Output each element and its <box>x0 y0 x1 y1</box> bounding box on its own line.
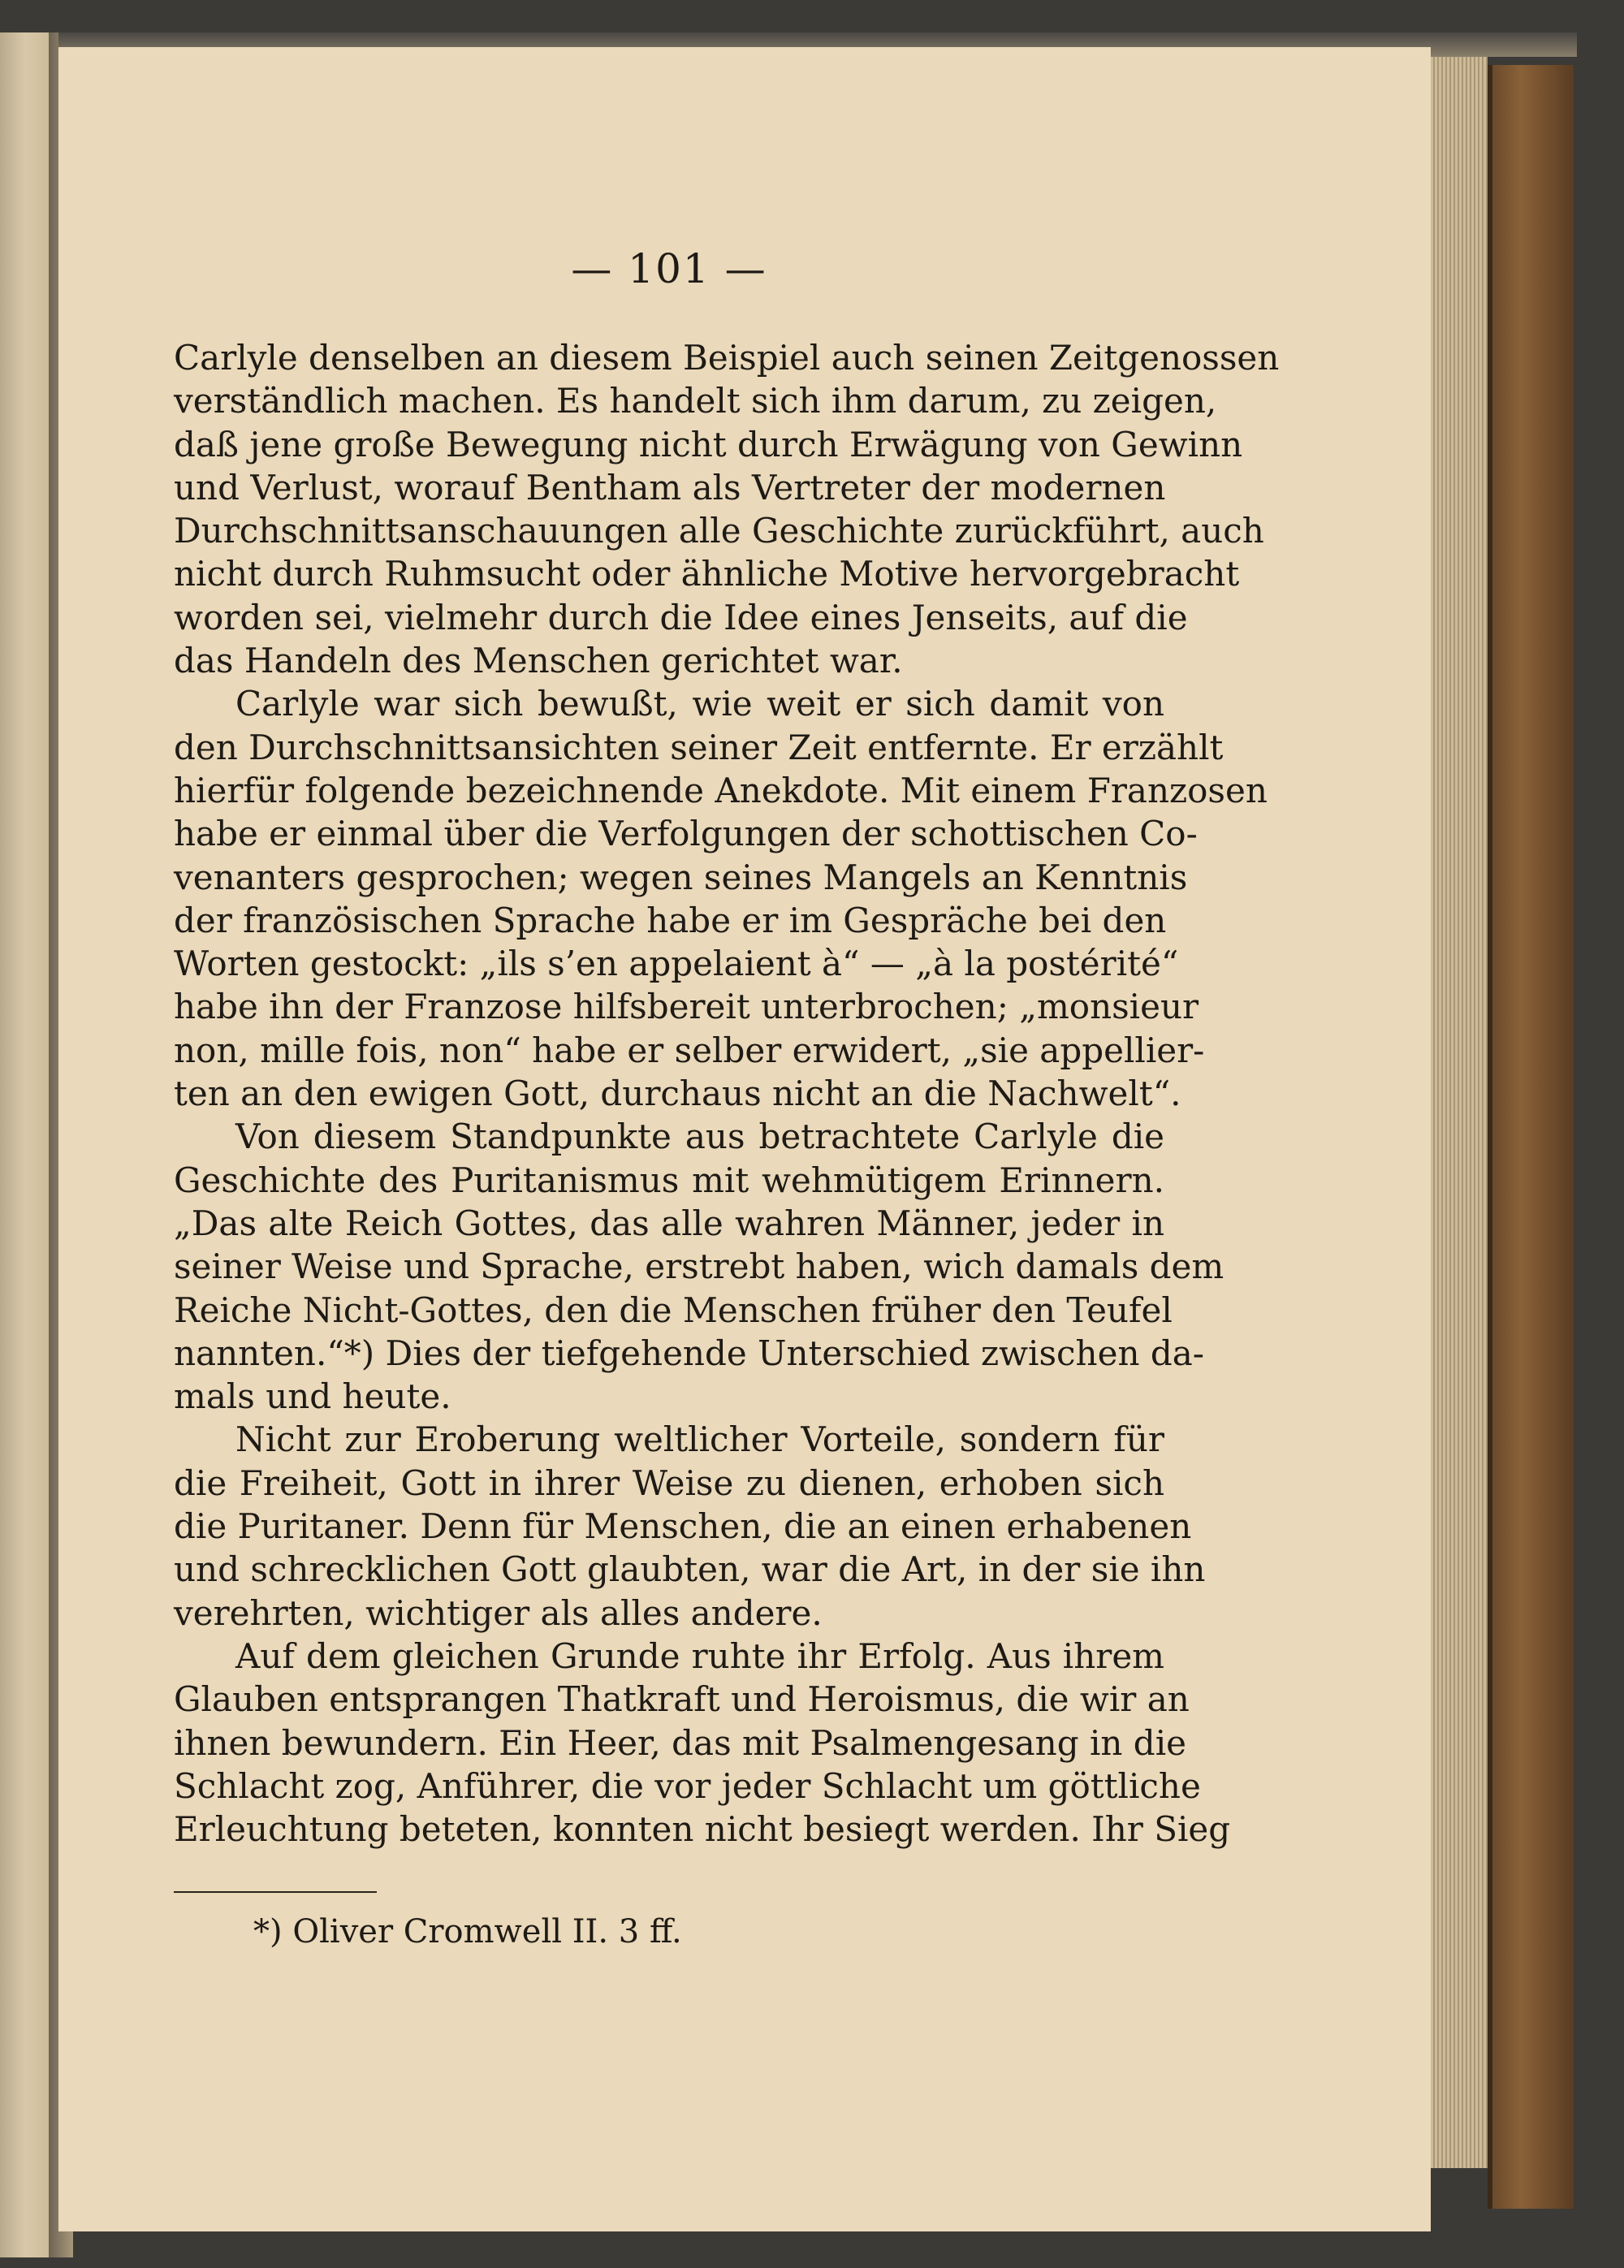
page-stack-edges <box>1431 57 1488 2168</box>
text-line: nannten.“*) Dies der tiefgehende Unterschied zwischen da- <box>174 1333 1204 1373</box>
text-line: Durchschnittsanschauungen alle Geschichte zurückführt, auch <box>174 511 1264 551</box>
text-line: der französischen Sprache habe er im Gespräche bei den <box>174 900 1167 940</box>
text-line: die Freiheit, Gott in ihrer Weise zu dienen, erhoben sich <box>174 1462 1164 1503</box>
text-line: Schlacht zog, Anführer, die vor jeder Schlacht um göttliche <box>174 1765 1201 1806</box>
text-line: hierfür folgende bezeichnende Anekdote. Mit einem Franzosen <box>174 770 1268 810</box>
text-line: nicht durch Ruhmsucht oder ähnliche Motive hervorgebracht <box>174 554 1240 594</box>
paragraph <box>174 336 1280 682</box>
text-line: Auf dem gleichen Grunde ruhte ihr Erfolg. Aus ihrem <box>235 1635 1164 1676</box>
text-line: Reiche Nicht-Gottes, den die Menschen früher den Teufel <box>174 1290 1173 1330</box>
text-line: Carlyle denselben an diesem Beispiel auch seinen Zeitgenossen <box>174 338 1280 378</box>
text-line: ten an den ewigen Gott, durchaus nicht an die Nachwelt“. <box>174 1074 1181 1114</box>
text-line: verehrten, wichtiger als alles andere. <box>174 1592 823 1633</box>
body-text <box>174 336 1280 1851</box>
text-line: Worten gestockt: „ils s’en appelaient à“ — „à la postérité“ <box>174 944 1179 984</box>
text-line: die Puritaner. Denn für Menschen, die an einen erhabenen <box>174 1506 1192 1547</box>
text-line: worden sei, vielmehr durch die Idee eines Jenseits, auf die <box>174 597 1188 637</box>
book-cover-edge <box>1488 65 1574 2209</box>
text-line: non, mille fois, non“ habe er selber erwidert, „sie appellier- <box>174 1030 1205 1070</box>
paragraph <box>174 1635 1231 1851</box>
paragraph <box>174 1115 1224 1418</box>
text-line: ihnen bewundern. Ein Heer, das mit Psalmengesang in die <box>174 1722 1186 1763</box>
text-line: daß jene große Bewegung nicht durch Erwägung von Gewinn <box>174 424 1243 464</box>
text-line: verständlich machen. Es handelt sich ihm darum, zu zeigen, <box>174 381 1217 421</box>
paragraph <box>174 682 1268 1115</box>
text-line: Erleuchtung beteten, konnten nicht besiegt werden. Ihr Sieg <box>174 1809 1231 1850</box>
text-line: Geschichte des Puritanismus mit wehmütigem Erinnern. <box>174 1160 1164 1200</box>
text-line: habe er einmal über die Verfolgungen der schottischen Co- <box>174 814 1198 854</box>
text-line: „Das alte Reich Gottes, das alle wahren Männer, jeder in <box>174 1203 1164 1243</box>
text-line: seiner Weise und Sprache, erstrebt haben, wich damals dem <box>174 1246 1224 1287</box>
text-line: venanters gesprochen; wegen seines Mangels an Kenntnis <box>174 857 1188 897</box>
page-number: — 101 — <box>571 245 767 292</box>
text-line: habe ihn der Franzose hilfsbereit unterbrochen; „monsieur <box>174 987 1199 1027</box>
text-line: Glauben entsprangen Thatkraft und Heroismus, die wir an <box>174 1679 1190 1720</box>
text-line: den Durchschnittsansichten seiner Zeit entfernte. Er erzählt <box>174 727 1224 767</box>
text-line: mals und heute. <box>174 1376 451 1417</box>
text-line: Von diesem Standpunkte aus betrachtete Carlyle die <box>235 1117 1164 1157</box>
text-line: und schrecklichen Gott glaubten, war die Art, in der sie ihn <box>174 1549 1206 1590</box>
page-content <box>174 244 1280 1953</box>
text-line: Carlyle war sich bewußt, wie weit er sich damit von <box>235 684 1164 724</box>
paragraph <box>174 1418 1206 1634</box>
footnote: *) Oliver Cromwell II. 3 ff. <box>253 1913 682 1951</box>
text-line: das Handeln des Menschen gerichtet war. <box>174 641 903 681</box>
text-line: und Verlust, worauf Bentham als Vertreter der modernen <box>174 467 1166 508</box>
footnote-rule <box>174 1891 377 1893</box>
text-line: Nicht zur Eroberung weltlicher Vorteile, sondern für <box>235 1419 1164 1460</box>
